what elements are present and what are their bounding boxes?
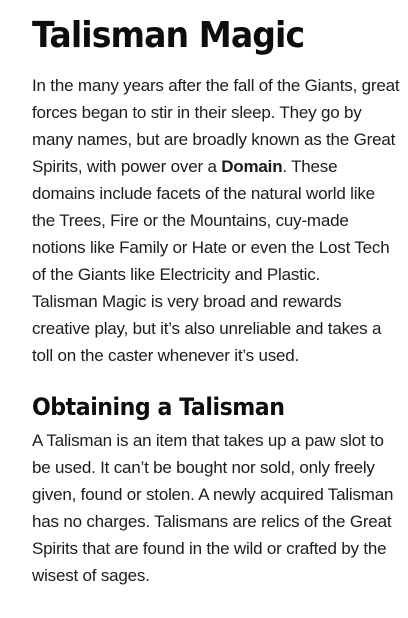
page-title: Talisman Magic (32, 15, 305, 56)
section-heading: Obtaining a Talisman (32, 393, 285, 421)
intro-text-end: . These domains include facets of the natural world like the Trees, Fire or the Mountains, cuy-made notions like Family or Hate or even the Lost Tech of the Giants like Electricity and Plastic. (32, 157, 390, 284)
magic-description-paragraph: Talisman Magic is very broad and rewards creative play, but it’s also unreliable and takes a toll on the caster whenever it’s used. (32, 292, 382, 365)
document-page (32, 8, 402, 589)
intro-text-start: In the many years after the fall of the Giants, great forces began to stir in their sleep. They go by many names, but are broadly known as the Great Spirits, with power over a (32, 76, 400, 176)
intro-paragraph (32, 72, 402, 288)
domain-term: Domain (221, 157, 283, 176)
section-body-paragraph: A Talisman is an item that takes up a paw slot to be used. It can’t be bought nor sold, only freely given, found or stolen. A newly acquired Talisman has no charges. Talismans are relics of the Great Spirits that are found in the wild or crafted by the wisest of sages. (32, 431, 394, 585)
